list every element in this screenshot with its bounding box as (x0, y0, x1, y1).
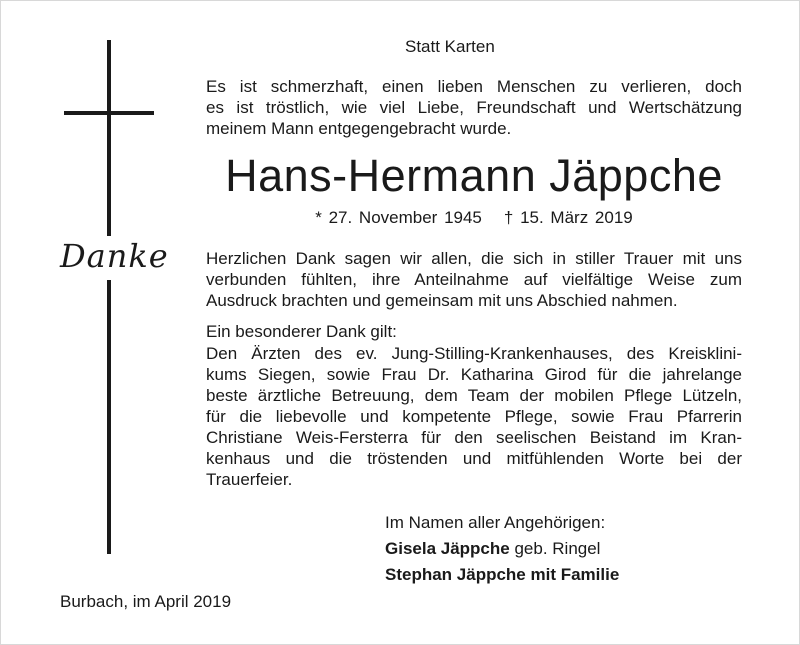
intro-line: meinem Mann entgegengebracht wurde. (206, 119, 512, 138)
signature-name-1: Gisela Jäppche (385, 539, 510, 558)
place-and-date: Burbach, im April 2019 (60, 592, 232, 611)
intro-line: es ist tröstlich, wie viel Liebe, Freundschaft und Wertschätzung (206, 98, 742, 117)
cross-horizontal-bar (64, 111, 154, 115)
cross-vertical-bar (107, 40, 111, 554)
special-line: Christiane Weis-Fersterra für den seelischen Beistand im Kran- (206, 428, 742, 447)
signature-name-2: Stephan Jäppche mit Familie (385, 565, 620, 584)
thanks-line: verbunden fühlten, ihre Anteilnahme auf vielfältige Weise zum (206, 270, 742, 289)
thanks-paragraph (206, 248, 742, 311)
special-line: kums Siegen, sowie Frau Dr. Katharina Girod für die jahrelange (206, 365, 742, 384)
death-date: † 15. März 2019 (503, 208, 633, 227)
special-line: Den Ärzten des ev. Jung-Stilling-Krankenhauses, des Kreisklini- (206, 344, 742, 363)
signature-line-1 (385, 538, 600, 559)
deceased-name: Hans-Hermann Jäppche (225, 150, 723, 201)
thanks-line: Ausdruck brachten und gemeinsam mit uns Abschied nahmen. (206, 291, 678, 310)
danke-script-label: Danke (60, 237, 169, 275)
special-thanks-heading: Ein besonderer Dank gilt: (206, 322, 397, 341)
life-dates (206, 207, 742, 228)
thanks-line: Herzlichen Dank sagen wir allen, die sich in stiller Trauer mit uns (206, 249, 742, 268)
statt-karten-heading: Statt Karten (405, 37, 495, 56)
intro-paragraph (206, 76, 742, 139)
signature-intro: Im Namen aller Angehörigen: (385, 513, 606, 532)
intro-line: Es ist schmerzhaft, einen lieben Menschen zu verlieren, doch (206, 77, 742, 96)
special-thanks-paragraph (206, 343, 742, 490)
signature-name-1-suffix: geb. Ringel (509, 539, 601, 558)
special-line: für die liebevolle und kompetente Pflege, sowie Frau Pfarrerin (206, 407, 742, 426)
special-line: beste ärztliche Betreuung, dem Team der mobilen Pflege Lützeln, (206, 386, 742, 405)
birth-date: * 27. November 1945 (315, 208, 482, 227)
special-line: kenhaus und die tröstenden und mitfühlenden Worte bei der (206, 449, 742, 468)
special-line: Trauerfeier. (206, 470, 293, 489)
